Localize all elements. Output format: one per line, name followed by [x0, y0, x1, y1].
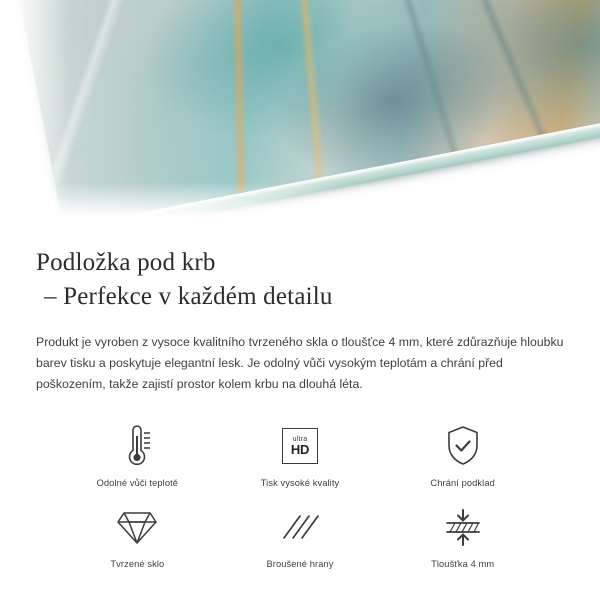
shield-check-icon — [444, 423, 482, 469]
feature-item-print-quality — [219, 423, 382, 488]
hero-image-canvas — [0, 0, 600, 222]
feature-label: Broušené hrany — [266, 559, 334, 569]
thickness-arrows-icon — [441, 504, 485, 550]
feature-item-polished-edges — [219, 504, 382, 569]
feature-item-thickness — [381, 504, 544, 569]
diamond-icon — [116, 504, 158, 550]
feature-item-tempered-glass — [56, 504, 219, 569]
ultra-hd-icon — [282, 423, 318, 469]
hero-image — [0, 0, 600, 222]
page-title-line-1: Podložka pod krb — [36, 249, 216, 276]
description-paragraph: Produkt je vyroben z vysoce kvalitního tvrzeného skla o tloušťce 4 mm, které zdůrazňuje hloubku barev tisku a poskytuje elegantní lesk. Je odolný vůči vysokým teplotám a chrání před poškozením, takže zajistí prostor kolem krbu na dlouhá léta. — [36, 335, 564, 391]
feature-grid — [36, 423, 564, 569]
feature-item-temperature — [56, 423, 219, 488]
hero-bottom-fade — [0, 182, 600, 222]
feature-label: Chrání podklad — [430, 478, 495, 488]
feature-label: Tvrzené sklo — [110, 559, 165, 569]
thermometer-icon — [117, 423, 157, 469]
feature-item-surface-protection — [381, 423, 544, 488]
feature-label: Tloušťka 4 mm — [431, 559, 495, 569]
feature-label: Odolné vůči teplotě — [96, 478, 179, 488]
page-title — [36, 246, 564, 314]
feature-label: Tisk vysoké kvality — [260, 478, 340, 488]
ultra-hd-top-text: ultra — [292, 436, 308, 443]
polished-edges-icon — [278, 504, 322, 550]
page-title-line-2: – Perfekce v každém detailu — [44, 283, 333, 310]
ultra-hd-bottom-text: HD — [290, 442, 310, 457]
content-section — [0, 246, 600, 569]
